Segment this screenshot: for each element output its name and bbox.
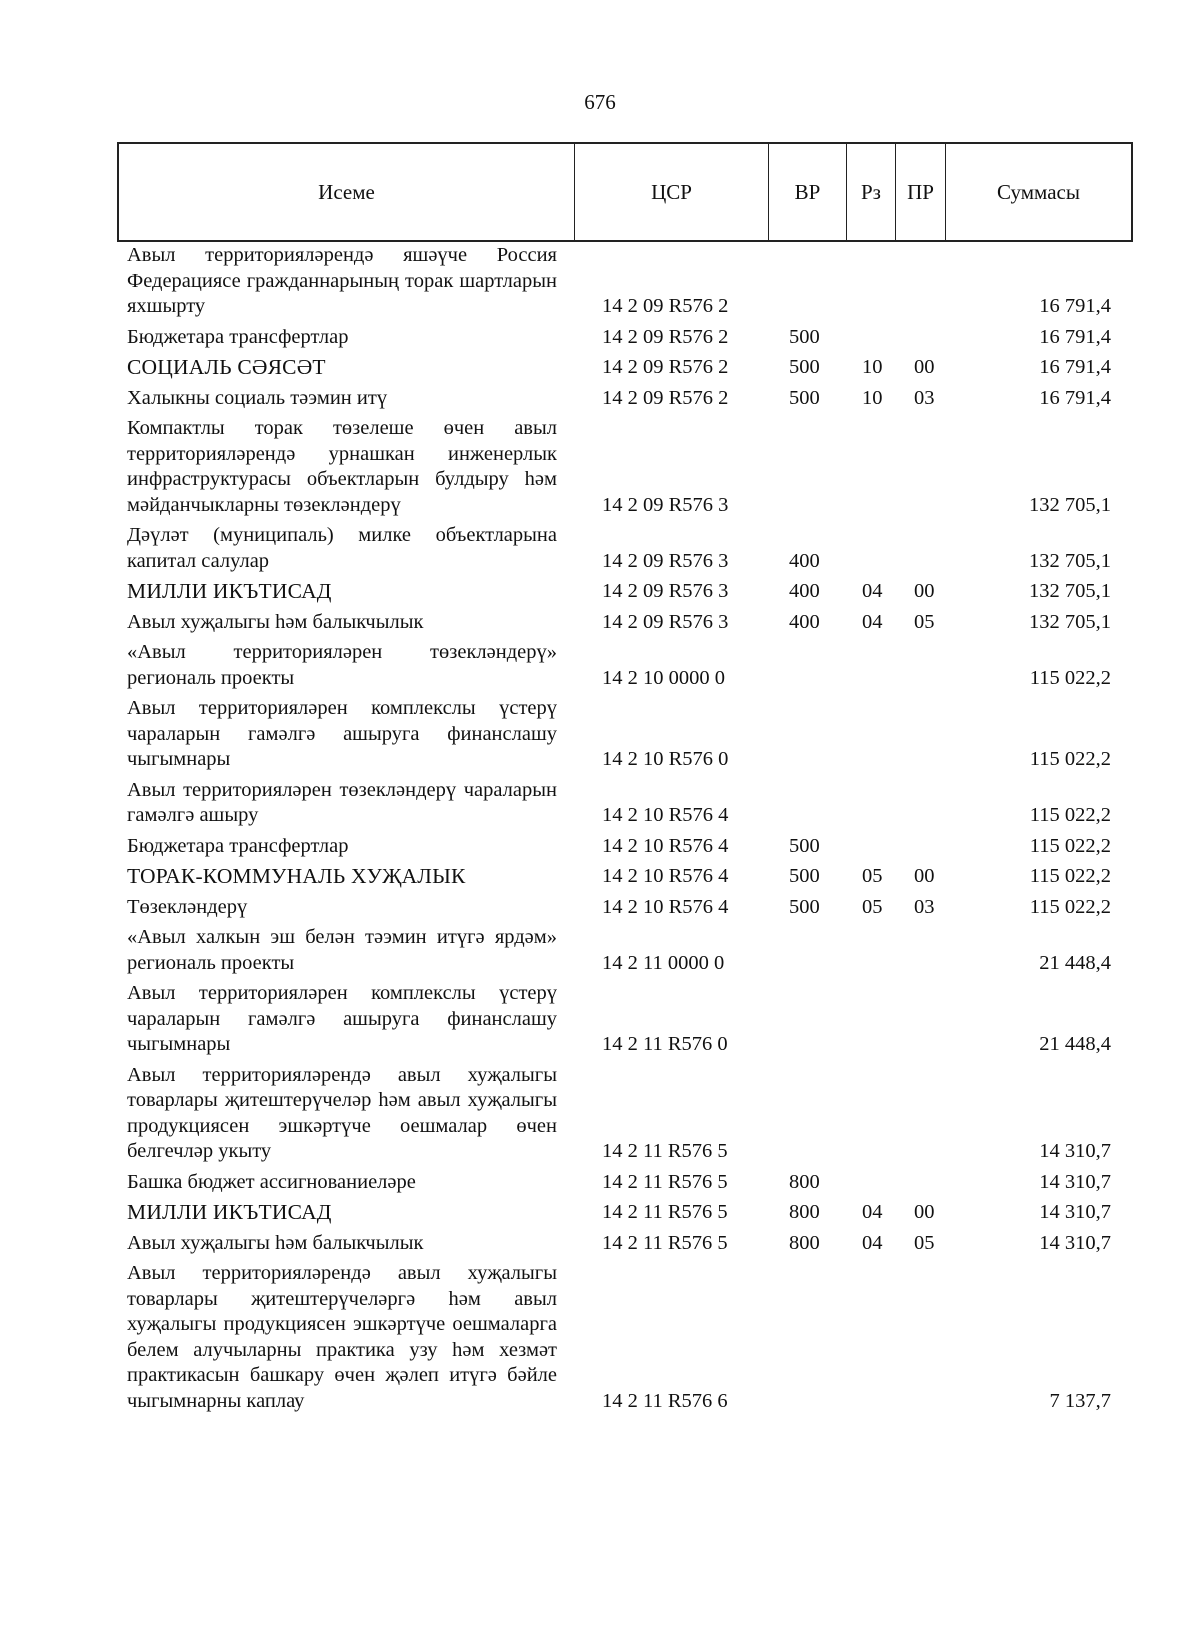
- row-vr: 800: [789, 1170, 820, 1193]
- row-vr: 500: [789, 356, 820, 378]
- row-vr: 500: [789, 386, 820, 409]
- row-name: Авыл территорияләрен төзекләндерү чараларын гамәлгә ашыру: [127, 778, 557, 826]
- table-row: [117, 610, 1133, 636]
- table-body: [117, 243, 1133, 1419]
- row-sum: 7 137,7: [1049, 1389, 1111, 1412]
- row-name: МИЛЛИ ИКЪТИСАД: [127, 1200, 332, 1224]
- row-sum: 16 791,4: [1039, 295, 1111, 317]
- row-sum: 14 310,7: [1039, 1201, 1111, 1223]
- page-number: 676: [584, 90, 616, 114]
- row-csr: 14 2 09 R576 3: [602, 493, 729, 516]
- row-csr: 14 2 11 R576 5: [602, 1231, 728, 1254]
- row-csr: 14 2 09 R576 2: [602, 295, 729, 317]
- table-row: [117, 1063, 1133, 1165]
- row-csr: 14 2 11 R576 0: [602, 1033, 728, 1055]
- row-name: Авыл территорияләрендә авыл хуҗалыгы товарлары җитештерүчеләр һәм авыл хуҗалыгы продукциясен эшкәртүче оешмалар өчен белгечләр укыту: [127, 1063, 557, 1162]
- table-header: [117, 142, 1133, 242]
- row-sum: 14 310,7: [1039, 1170, 1111, 1193]
- header-rz: Рз: [847, 144, 896, 240]
- row-pr: 00: [914, 865, 935, 887]
- row-sum: 14 310,7: [1039, 1140, 1111, 1162]
- row-name: «Авыл халкын эш белән тәэмин итүгә ярдәм» региональ проекты: [127, 926, 557, 974]
- row-name: ТОРАК-КОММУНАЛЬ ХУҖАЛЫК: [127, 864, 466, 888]
- row-name: Авыл хуҗалыгы һәм балыкчылык: [127, 1231, 424, 1254]
- row-rz: 04: [862, 1231, 883, 1254]
- row-sum: 132 705,1: [1029, 610, 1111, 633]
- table-row: [117, 981, 1133, 1058]
- row-csr: 14 2 09 R576 2: [602, 386, 729, 409]
- row-sum: 115 022,2: [1029, 804, 1111, 826]
- row-rz: 05: [862, 865, 883, 887]
- table-row: [117, 1261, 1133, 1414]
- table-row: [117, 579, 1133, 605]
- row-csr: 14 2 10 R576 4: [602, 804, 729, 826]
- row-name: Халыкны социаль тәэмин итү: [127, 386, 388, 409]
- row-sum: 21 448,4: [1039, 1033, 1111, 1055]
- table-row: [117, 778, 1133, 829]
- table-row: [117, 834, 1133, 860]
- row-vr: 500: [789, 865, 820, 887]
- row-name: МИЛЛИ ИКЪТИСАД: [127, 579, 332, 603]
- row-pr: 03: [914, 895, 935, 918]
- row-csr: 14 2 09 R576 2: [602, 356, 729, 378]
- row-name: Башка бюджет ассигнованиеләре: [127, 1170, 416, 1193]
- row-csr: 14 2 11 R576 5: [602, 1201, 728, 1223]
- row-sum: 115 022,2: [1029, 748, 1111, 770]
- header-sum: Суммасы: [997, 179, 1080, 204]
- row-pr: 05: [914, 610, 935, 633]
- table-row: [117, 416, 1133, 518]
- row-name: «Авыл территорияләрен төзекләндерү» региональ проекты: [127, 641, 557, 689]
- row-rz: 05: [862, 895, 883, 918]
- row-name: Авыл территорияләрен комплекслы үстерү чараларын гамәлгә ашыруга финанслашу чыгымнары: [127, 982, 557, 1055]
- table-row: [117, 925, 1133, 976]
- row-vr: 800: [789, 1201, 820, 1223]
- row-sum: 115 022,2: [1029, 865, 1111, 887]
- row-csr: 14 2 10 0000 0: [602, 666, 725, 689]
- row-sum: 16 791,4: [1039, 386, 1111, 409]
- row-pr: 00: [914, 580, 935, 602]
- header-pr: ПР: [896, 144, 946, 240]
- table-row: [117, 1200, 1133, 1226]
- row-rz: 10: [862, 386, 883, 409]
- row-csr: 14 2 10 R576 4: [602, 895, 729, 918]
- row-name: СОЦИАЛЬ СӘЯСӘТ: [127, 355, 326, 379]
- header-csr: ЦСР: [575, 144, 769, 240]
- row-csr: 14 2 09 R576 3: [602, 580, 729, 602]
- row-vr: 500: [789, 895, 820, 918]
- row-csr: 14 2 11 R576 5: [602, 1140, 728, 1162]
- row-csr: 14 2 10 R576 0: [602, 748, 729, 770]
- row-sum: 115 022,2: [1029, 666, 1111, 689]
- row-csr: 14 2 09 R576 3: [602, 610, 729, 633]
- row-pr: 05: [914, 1231, 935, 1254]
- row-pr: 03: [914, 386, 935, 409]
- row-sum: 14 310,7: [1039, 1231, 1111, 1254]
- row-vr: 400: [789, 580, 820, 602]
- row-sum: 132 705,1: [1029, 549, 1111, 572]
- header-name: Исеме: [119, 144, 575, 240]
- row-sum: 21 448,4: [1039, 951, 1111, 974]
- row-name: Авыл территорияләрендә авыл хуҗалыгы товарлары җитештерүчеләргә һәм авыл хуҗалыгы продукциясен эшкәртүче оешмаларга белем алучыларны практика узу һәм хезмәт практикасын башкару өчен җәлеп итүгә бәйле чыгымнарны каплау: [127, 1262, 557, 1412]
- row-name: Компактлы торак төзелеше өчен авыл территорияләрендә урнашкан инженерлык инфраструктурасы объектларын булдыру һәм мәйданчыкларны төзекләндерү: [127, 417, 557, 516]
- row-csr: 14 2 11 R576 5: [602, 1170, 728, 1193]
- table-row: [117, 386, 1133, 412]
- table-row: [117, 1231, 1133, 1257]
- row-rz: 04: [862, 1201, 883, 1223]
- table-row: [117, 640, 1133, 691]
- row-vr: 400: [789, 610, 820, 633]
- row-sum: 16 791,4: [1039, 325, 1111, 348]
- row-rz: 04: [862, 580, 883, 602]
- row-pr: 00: [914, 356, 935, 378]
- row-vr: 500: [789, 325, 820, 348]
- row-sum: 115 022,2: [1029, 834, 1111, 857]
- table-row: [117, 864, 1133, 890]
- row-sum: 132 705,1: [1029, 493, 1111, 516]
- table-row: [117, 523, 1133, 574]
- row-sum: 132 705,1: [1029, 580, 1111, 602]
- table-row: [117, 243, 1133, 320]
- row-vr: 400: [789, 549, 820, 572]
- row-rz: 04: [862, 610, 883, 633]
- row-sum: 16 791,4: [1039, 356, 1111, 378]
- row-sum: 115 022,2: [1029, 895, 1111, 918]
- row-csr: 14 2 10 R576 4: [602, 865, 729, 887]
- row-name: Дәүләт (муниципаль) милке объектларына капитал салулар: [127, 524, 557, 572]
- table-row: [117, 696, 1133, 773]
- row-name: Авыл хуҗалыгы һәм балыкчылык: [127, 610, 424, 633]
- table-row: [117, 895, 1133, 921]
- row-csr: 14 2 09 R576 2: [602, 325, 729, 348]
- table-row: [117, 325, 1133, 351]
- row-vr: 800: [789, 1231, 820, 1254]
- row-csr: 14 2 11 0000 0: [602, 951, 725, 974]
- row-name: Авыл территорияләрен комплекслы үстерү чараларын гамәлгә ашыруга финанслашу чыгымнары: [127, 697, 557, 770]
- row-name: Төзекләндерү: [127, 895, 248, 918]
- row-pr: 00: [914, 1201, 935, 1223]
- row-csr: 14 2 11 R576 6: [602, 1389, 728, 1412]
- row-csr: 14 2 10 R576 4: [602, 834, 729, 857]
- table-row: [117, 355, 1133, 381]
- row-name: Бюджетара трансфертлар: [127, 834, 349, 857]
- table-row: [117, 1170, 1133, 1196]
- row-vr: 500: [789, 834, 820, 857]
- row-name: Бюджетара трансфертлар: [127, 325, 349, 348]
- header-vr: ВР: [769, 144, 847, 240]
- row-rz: 10: [862, 356, 883, 378]
- row-csr: 14 2 09 R576 3: [602, 549, 729, 572]
- row-name: Авыл территорияләрендә яшәүче Россия Федерациясе гражданнарының торак шартларын яхшырту: [127, 244, 557, 317]
